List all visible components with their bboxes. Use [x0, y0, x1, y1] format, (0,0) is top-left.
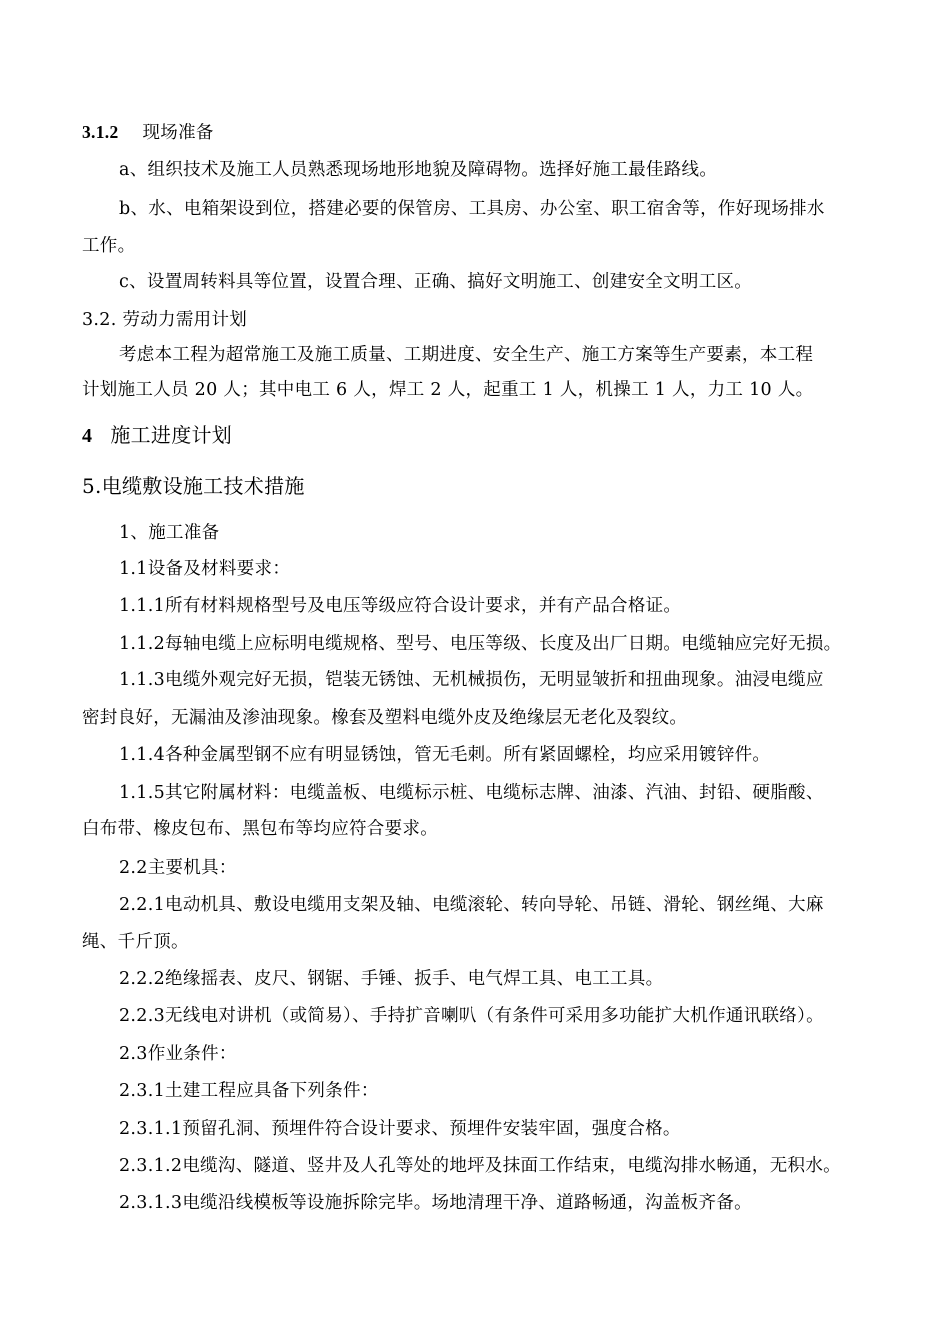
line-1-1: 1.1设备及材料要求： — [119, 559, 291, 579]
section-number: 4 — [82, 425, 93, 447]
paragraph-labor-line2: 计划施工人员 20 人；其中电工 6 人，焊工 2 人，起重工 1 人，机操工 1 人，力工 10 人。 — [82, 380, 814, 400]
line-1-1-3-b: 密封良好，无漏油及渗油现象。橡套及塑料电缆外皮及绝缘层无老化及裂纹。 — [82, 708, 688, 728]
line-1-1-1: 1.1.1所有材料规格型号及电压等级应符合设计要求，并有产品合格证。 — [119, 596, 682, 616]
line-2-3-1: 2.3.1土建工程应具备下列条件： — [119, 1081, 379, 1101]
line-2-2-2: 2.2.2绝缘摇表、皮尺、钢锯、手锤、扳手、电气焊工具、电工工具。 — [119, 969, 664, 989]
paragraph-b-line1: b、水、电箱架设到位，搭建必要的保管房、工具房、办公室、职工宿舍等，作好现场排水 — [119, 199, 825, 219]
heading-4 — [82, 423, 232, 448]
line-2-2-1-a: 2.2.1电动机具、敷设电缆用支架及轴、电缆滚轮、转向导轮、吊链、滑轮、钢丝绳、大麻 — [119, 895, 824, 915]
line-1-1-5-b: 白布带、橡皮包布、黑包布等均应符合要求。 — [82, 819, 438, 839]
heading-5: 5.电缆敷设施工技术措施 — [82, 474, 305, 498]
line-1-1-5-a: 1.1.5其它附属材料：电缆盖板、电缆标示桩、电缆标志牌、油漆、汽油、封铅、硬脂酸、 — [119, 783, 824, 803]
line-2-3: 2.3作业条件： — [119, 1044, 237, 1064]
paragraph-b-line2: 工作。 — [82, 236, 136, 256]
paragraph-c: c、设置周转料具等位置，设置合理、正确、搞好文明施工、创建安全文明工区。 — [119, 272, 753, 292]
line-2-2-1-b: 绳、千斤顶。 — [82, 932, 189, 952]
section-title: 施工进度计划 — [110, 423, 233, 447]
line-2-3-1-2: 2.3.1.2电缆沟、隧道、竖井及人孔等处的地坪及抹面工作结束，电缆沟排水畅通，无积水。 — [119, 1156, 841, 1176]
paragraph-labor-line1: 考虑本工程为超常施工及施工质量、工期进度、安全生产、施工方案等生产要素，本工程 — [119, 345, 814, 365]
line-construction-prep: 1、施工准备 — [119, 523, 220, 543]
section-title: 现场准备 — [142, 123, 214, 143]
heading-3-2: 3.2. 劳动力需用计划 — [82, 310, 248, 330]
paragraph-a: a、组织技术及施工人员熟悉现场地形地貌及障碍物。选择好施工最佳路线。 — [119, 160, 718, 180]
line-1-1-2: 1.1.2每轴电缆上应标明电缆规格、型号、电压等级、长度及出厂日期。电缆轴应完好无损。 — [119, 634, 842, 654]
line-2-2: 2.2主要机具： — [119, 858, 237, 878]
line-2-2-3: 2.2.3无线电对讲机（或简易）、手持扩音喇叭（有条件可采用多功能扩大机作通讯联络）。 — [119, 1006, 824, 1026]
section-number: 3.1.2 — [82, 122, 119, 142]
line-1-1-3-a: 1.1.3电缆外观完好无损，铠装无锈蚀、无机械损伤，无明显皱折和扭曲现象。油浸电缆应 — [119, 670, 824, 690]
line-2-3-1-1: 2.3.1.1预留孔洞、预埋件符合设计要求、预埋件安装牢固，强度合格。 — [119, 1119, 681, 1139]
line-2-3-1-3: 2.3.1.3电缆沿线模板等设施拆除完毕。场地清理干净、道路畅通，沟盖板齐备。 — [119, 1193, 752, 1213]
heading-3-1-2 — [82, 120, 214, 145]
line-1-1-4: 1.1.4各种金属型钢不应有明显锈蚀，管无毛刺。所有紧固螺栓，均应采用镀锌件。 — [119, 745, 771, 765]
